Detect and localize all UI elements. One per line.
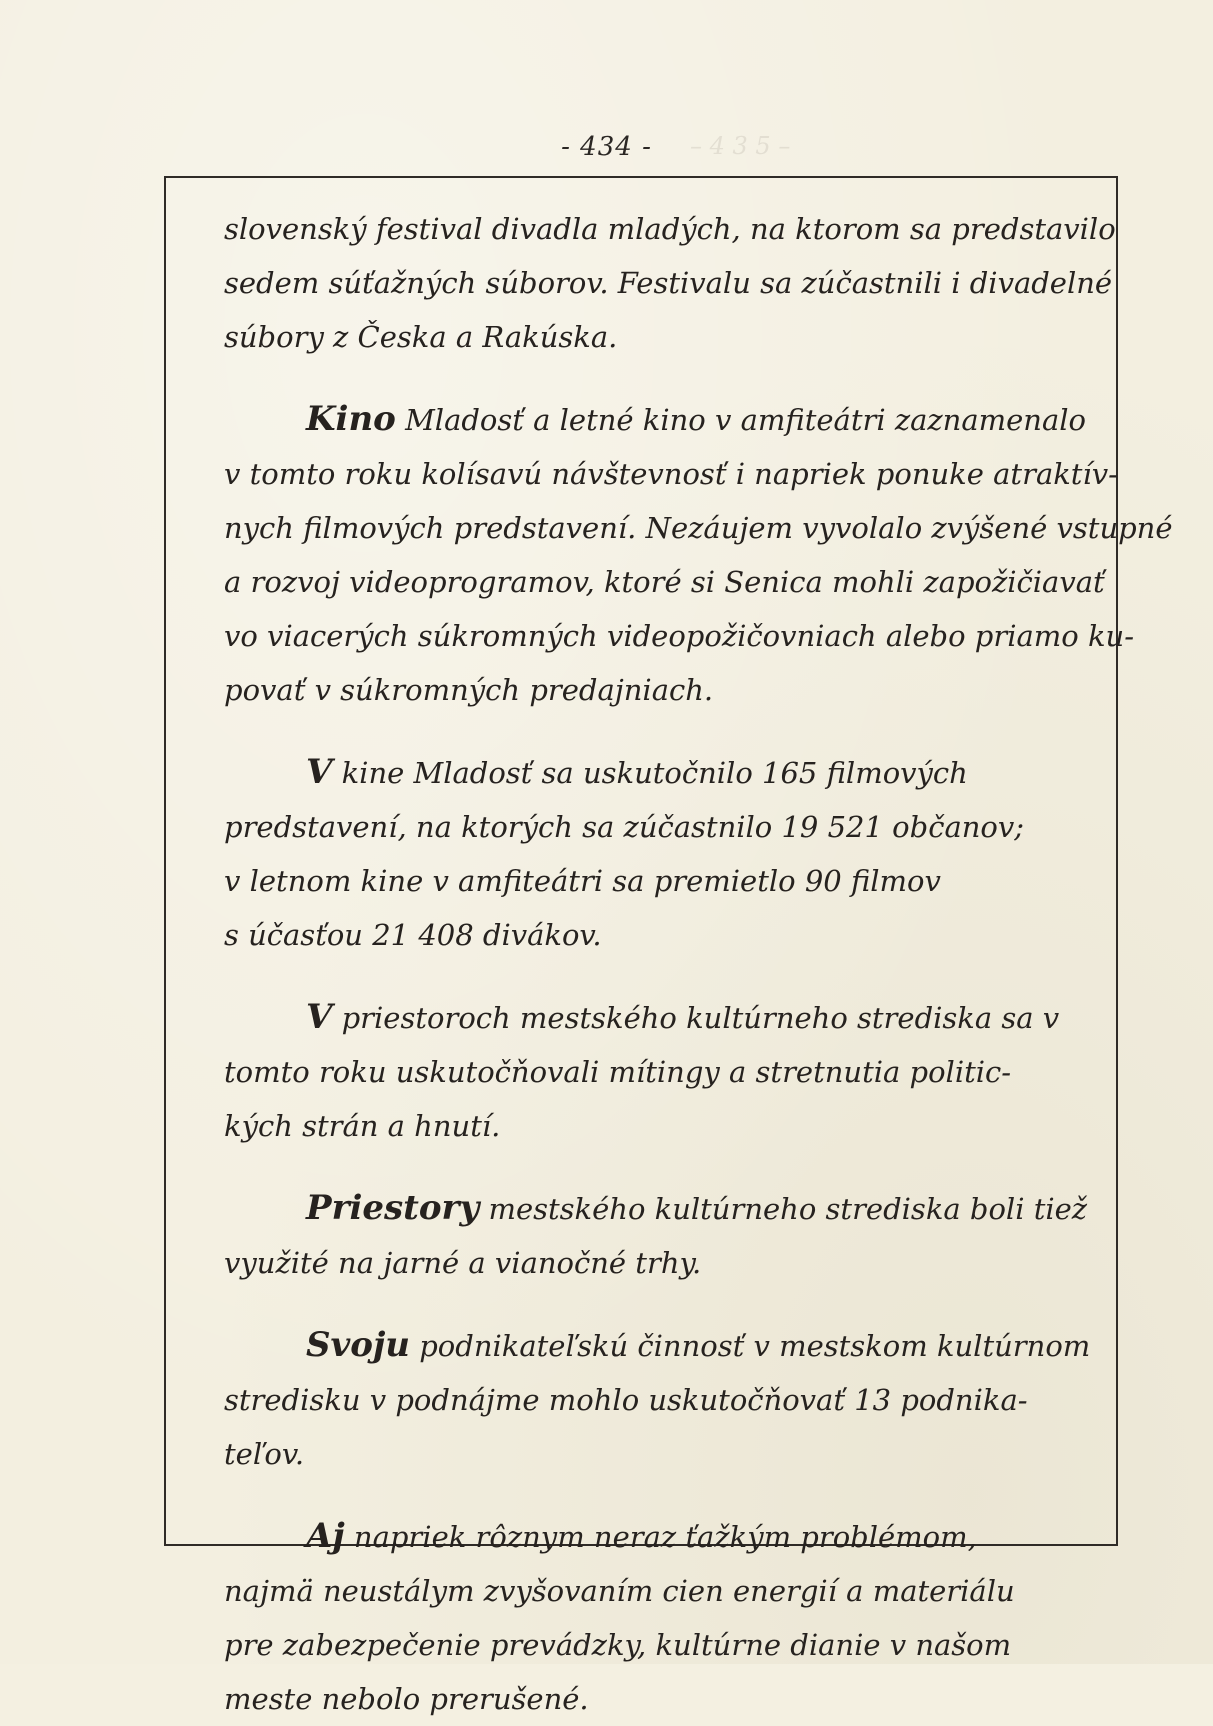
text-line: v tomto roku kolísavú návštevnosť i napriek ponuke atraktív- (224, 457, 1118, 491)
text-line: a rozvoj videoprogramov, ktoré si Senica mohli zapožičiavať (224, 565, 1105, 599)
paragraph-entrepreneurs (224, 1318, 1094, 1481)
paragraph-meetings (224, 990, 1094, 1153)
text-line: slovenský festival divadla mladých, na ktorom sa predstavilo (224, 212, 1116, 246)
text-line: najmä neustálym zvyšovaním cien energií a materiálu (224, 1574, 1015, 1608)
text-line: tomto roku uskutočňovali mítingy a stretnutia politic- (224, 1055, 1012, 1089)
paragraph-closing (224, 1509, 1094, 1726)
bleed-through-page-number: – 4 3 5 – (690, 132, 791, 160)
text-line: súbory z Česka a Rakúska. (224, 320, 618, 354)
text-line: stredisku v podnájme mohlo uskutočňovať 13 podnika- (224, 1383, 1028, 1417)
text-line: predstavení, na ktorých sa zúčastnilo 19 521 občanov; (224, 810, 1025, 844)
text-line: kých strán a hnutí. (224, 1109, 501, 1143)
paragraph-screenings (224, 745, 1094, 962)
text-line: nych filmových predstavení. Nezáujem vyvolalo zvýšené vstupné (224, 511, 1173, 545)
text-line: Priestory mestského kultúrneho strediska boli tiež (306, 1188, 1088, 1228)
paragraph-markets (224, 1181, 1094, 1290)
handwritten-text-block (224, 202, 1173, 1726)
text-line: vo viacerých súkromných videopožičovniach alebo priamo ku- (224, 619, 1135, 653)
text-line: využité na jarné a vianočné trhy. (224, 1246, 702, 1280)
paragraph-lead-word: Aj (306, 1516, 345, 1556)
text-line: povať v súkromných predajniach. (224, 673, 714, 707)
paragraph-cinema (224, 392, 1173, 717)
text-line: Svoju podnikateľskú činnosť v mestskom kultúrnom (306, 1325, 1091, 1365)
text-line: Aj napriek rôznym neraz ťažkým problémom, (306, 1516, 977, 1556)
page-number: - 434 - (561, 132, 652, 162)
text-line: s účasťou 21 408 divákov. (224, 918, 602, 952)
text-line: teľov. (224, 1437, 305, 1471)
paragraph-festival (224, 202, 1116, 364)
text-line: V kine Mladosť sa uskutočnilo 165 filmových (306, 752, 968, 792)
text-line: Kino Mladosť a letné kino v amfiteátri zaznamenalo (306, 399, 1087, 439)
paragraph-lead-word: Kino (306, 399, 396, 439)
paragraph-lead-word: V (306, 997, 333, 1037)
paragraph-lead-word: Priestory (306, 1188, 480, 1228)
text-line: V priestoroch mestského kultúrneho strediska sa v (306, 997, 1060, 1037)
text-line: meste nebolo prerušené. (224, 1682, 589, 1716)
text-line: pre zabezpečenie prevádzky, kultúrne dianie v našom (224, 1628, 1012, 1662)
paragraph-lead-word: Svoju (306, 1325, 411, 1365)
text-line: v letnom kine v amfiteátri sa premietlo 90 filmov (224, 864, 941, 898)
text-line: sedem súťažných súborov. Festivalu sa zúčastnili i divadelné (224, 266, 1113, 300)
paragraph-lead-word: V (306, 752, 333, 792)
